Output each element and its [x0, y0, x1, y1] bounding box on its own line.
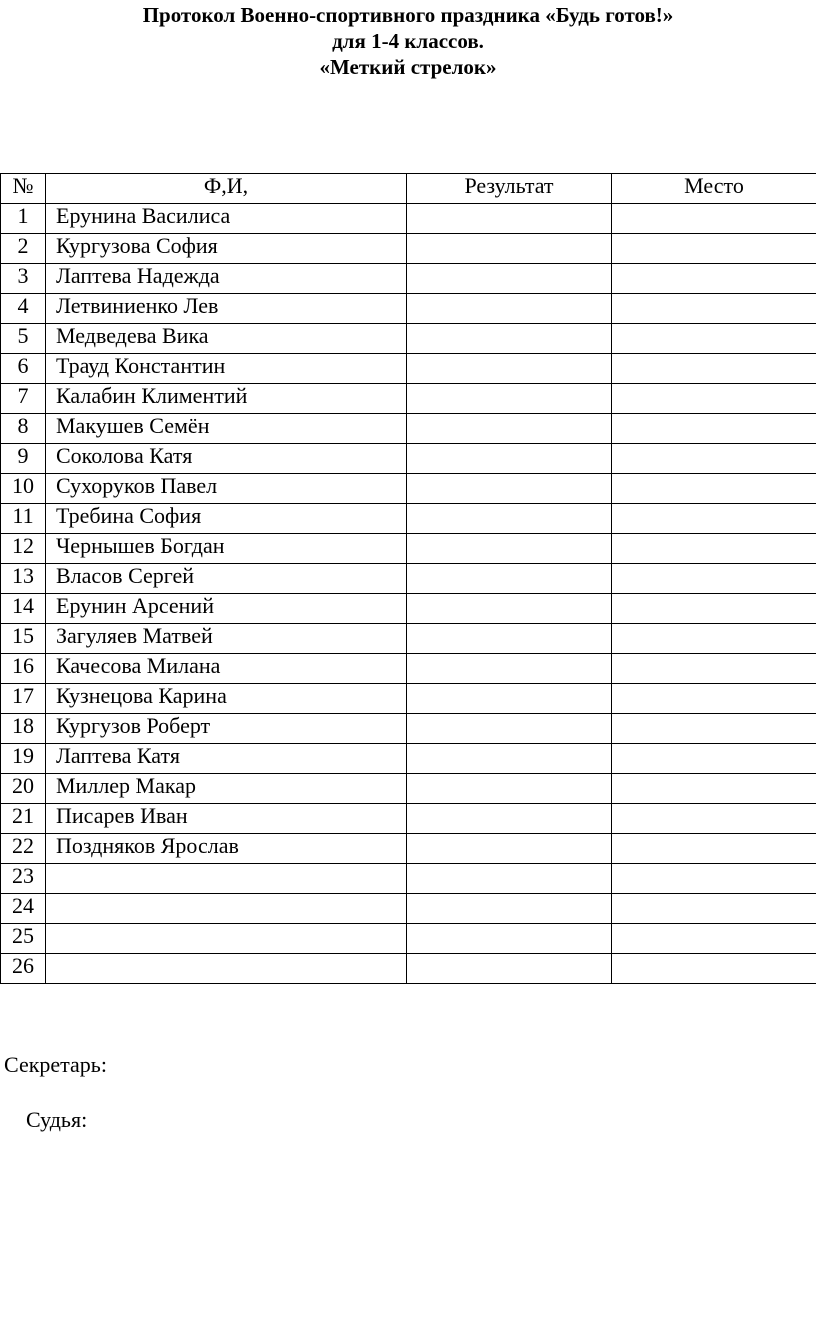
row-number-cell: 11: [1, 504, 46, 534]
row-number-cell: 26: [1, 954, 46, 984]
row-name-cell: Калабин Климентий: [46, 384, 407, 414]
row-name-cell: Трауд Константин: [46, 354, 407, 384]
row-name-cell: Миллер Макар: [46, 774, 407, 804]
row-name-cell: [46, 954, 407, 984]
row-place-cell: [612, 564, 816, 594]
row-place-cell: [612, 294, 816, 324]
row-place-cell: [612, 624, 816, 654]
row-number-cell: 16: [1, 654, 46, 684]
table-row: [1, 234, 816, 264]
row-result-cell: [407, 684, 612, 714]
row-place-cell: [612, 924, 816, 954]
row-place-cell: [612, 684, 816, 714]
row-result-cell: [407, 624, 612, 654]
table-row: [1, 864, 816, 894]
table-row: [1, 804, 816, 834]
row-name-cell: Загуляев Матвей: [46, 624, 407, 654]
row-result-cell: [407, 384, 612, 414]
row-number-cell: 20: [1, 774, 46, 804]
row-number-cell: 22: [1, 834, 46, 864]
row-place-cell: [612, 804, 816, 834]
row-result-cell: [407, 744, 612, 774]
row-number-cell: 6: [1, 354, 46, 384]
row-number-cell: 21: [1, 804, 46, 834]
table-row: [1, 294, 816, 324]
row-number-cell: 15: [1, 624, 46, 654]
row-result-cell: [407, 504, 612, 534]
row-name-cell: Кузнецова Карина: [46, 684, 407, 714]
table-row: [1, 594, 816, 624]
row-result-cell: [407, 954, 612, 984]
row-number-cell: 19: [1, 744, 46, 774]
row-name-cell: Ерунина Василиса: [46, 204, 407, 234]
row-result-cell: [407, 834, 612, 864]
row-place-cell: [612, 324, 816, 354]
row-number-cell: 1: [1, 204, 46, 234]
row-name-cell: [46, 894, 407, 924]
row-name-cell: [46, 864, 407, 894]
table-row: [1, 324, 816, 354]
row-result-cell: [407, 354, 612, 384]
row-place-cell: [612, 954, 816, 984]
table-row: [1, 504, 816, 534]
row-place-cell: [612, 714, 816, 744]
table-row: [1, 834, 816, 864]
row-name-cell: Чернышев Богдан: [46, 534, 407, 564]
row-result-cell: [407, 264, 612, 294]
judge-label: Судья:: [26, 1107, 88, 1132]
row-result-cell: [407, 234, 612, 264]
row-number-cell: 4: [1, 294, 46, 324]
title-line-2: для 1-4 классов.: [332, 29, 484, 53]
table-row: [1, 654, 816, 684]
row-name-cell: Поздняков Ярослав: [46, 834, 407, 864]
document-title: [0, 0, 816, 80]
row-place-cell: [612, 444, 816, 474]
row-result-cell: [407, 774, 612, 804]
table-body: [1, 204, 816, 984]
row-number-cell: 5: [1, 324, 46, 354]
row-name-cell: Летвиниенко Лев: [46, 294, 407, 324]
table-row: [1, 414, 816, 444]
row-place-cell: [612, 474, 816, 504]
row-number-cell: 17: [1, 684, 46, 714]
table-row: [1, 624, 816, 654]
row-place-cell: [612, 204, 816, 234]
row-name-cell: Писарев Иван: [46, 804, 407, 834]
row-number-cell: 23: [1, 864, 46, 894]
table-row: [1, 264, 816, 294]
row-place-cell: [612, 234, 816, 264]
row-place-cell: [612, 894, 816, 924]
table-row: [1, 954, 816, 984]
row-name-cell: Лаптева Катя: [46, 744, 407, 774]
row-result-cell: [407, 534, 612, 564]
row-place-cell: [612, 744, 816, 774]
row-result-cell: [407, 894, 612, 924]
row-place-cell: [612, 414, 816, 444]
row-name-cell: Медведева Вика: [46, 324, 407, 354]
row-number-cell: 24: [1, 894, 46, 924]
row-name-cell: Власов Сергей: [46, 564, 407, 594]
row-place-cell: [612, 354, 816, 384]
row-place-cell: [612, 654, 816, 684]
row-place-cell: [612, 534, 816, 564]
table-row: [1, 744, 816, 774]
table-row: [1, 354, 816, 384]
row-name-cell: Макушев Семён: [46, 414, 407, 444]
table-row: [1, 534, 816, 564]
header-result: Результат: [407, 174, 612, 204]
row-number-cell: 18: [1, 714, 46, 744]
row-result-cell: [407, 564, 612, 594]
row-number-cell: 7: [1, 384, 46, 414]
row-number-cell: 13: [1, 564, 46, 594]
table-row: [1, 774, 816, 804]
row-name-cell: Требина София: [46, 504, 407, 534]
row-result-cell: [407, 594, 612, 624]
row-place-cell: [612, 774, 816, 804]
row-number-cell: 25: [1, 924, 46, 954]
row-result-cell: [407, 654, 612, 684]
row-place-cell: [612, 594, 816, 624]
row-place-cell: [612, 864, 816, 894]
row-name-cell: Кургузова София: [46, 234, 407, 264]
title-line-1: Протокол Военно-спортивного праздника «Будь готов!»: [142, 3, 674, 27]
table-header-row: [1, 174, 816, 204]
row-place-cell: [612, 384, 816, 414]
header-number: №: [1, 174, 46, 204]
row-name-cell: Лаптева Надежда: [46, 264, 407, 294]
table-row: [1, 204, 816, 234]
row-number-cell: 3: [1, 264, 46, 294]
row-result-cell: [407, 294, 612, 324]
row-result-cell: [407, 864, 612, 894]
row-result-cell: [407, 414, 612, 444]
row-name-cell: Соколова Катя: [46, 444, 407, 474]
row-name-cell: Кургузов Роберт: [46, 714, 407, 744]
row-result-cell: [407, 204, 612, 234]
row-name-cell: [46, 924, 407, 954]
row-result-cell: [407, 714, 612, 744]
secretary-label: Секретарь:: [4, 1052, 107, 1077]
row-number-cell: 2: [1, 234, 46, 264]
row-result-cell: [407, 804, 612, 834]
row-name-cell: Ерунин Арсений: [46, 594, 407, 624]
table-row: [1, 924, 816, 954]
title-line-3: «Меткий стрелок»: [319, 55, 497, 79]
row-result-cell: [407, 474, 612, 504]
row-result-cell: [407, 324, 612, 354]
row-number-cell: 8: [1, 414, 46, 444]
row-number-cell: 12: [1, 534, 46, 564]
table-row: [1, 894, 816, 924]
row-name-cell: Сухоруков Павел: [46, 474, 407, 504]
participants-table: [0, 173, 816, 984]
table-row: [1, 714, 816, 744]
table-row: [1, 684, 816, 714]
table-row: [1, 444, 816, 474]
header-name: Ф,И,: [46, 174, 407, 204]
row-number-cell: 10: [1, 474, 46, 504]
row-result-cell: [407, 924, 612, 954]
table-row: [1, 384, 816, 414]
row-place-cell: [612, 504, 816, 534]
row-place-cell: [612, 834, 816, 864]
table-row: [1, 474, 816, 504]
row-number-cell: 14: [1, 594, 46, 624]
row-number-cell: 9: [1, 444, 46, 474]
table-row: [1, 564, 816, 594]
row-name-cell: Качесова Милана: [46, 654, 407, 684]
header-place: Место: [612, 174, 816, 204]
row-place-cell: [612, 264, 816, 294]
row-result-cell: [407, 444, 612, 474]
